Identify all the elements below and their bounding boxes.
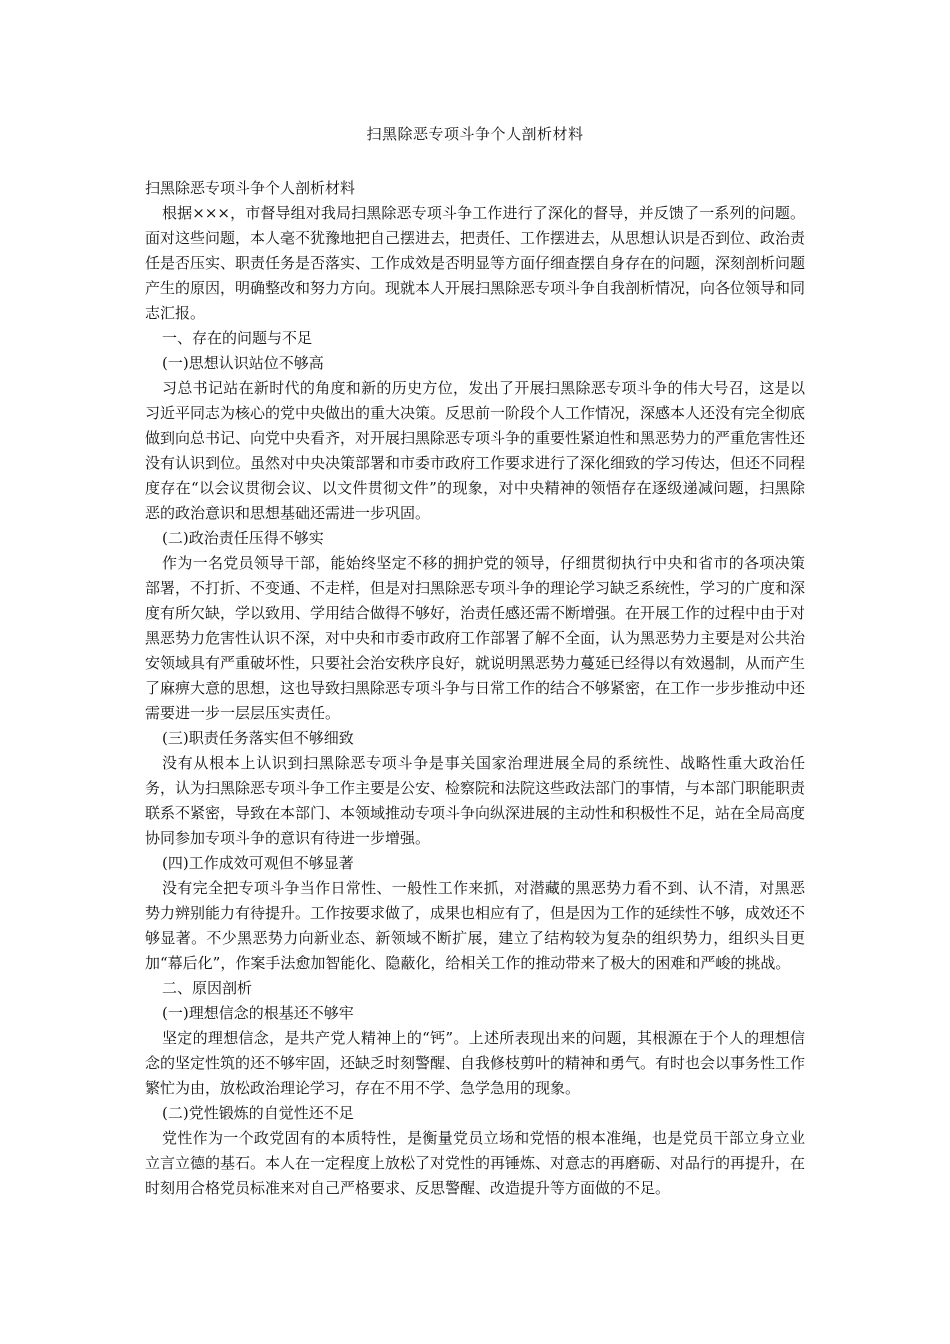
section-heading: (一)理想信念的根基还不够牢 [162,1004,354,1022]
body-paragraph: 坚定的理想信念，是共产党人精神上的“钙”。上述所表现出来的问题，其根源在于个人的理想信念的坚定性筑的还不够牢固，还缺乏时刻警醒、自我修枝剪叶的精神和勇气。有时也会以事务性工作繁忙为由，放松政治理论学习，存在不用不学、急学急用的现象。 [145,1029,806,1097]
section-heading: (三)职责任务落实但不够细致 [162,729,354,747]
body-paragraph: 习总书记站在新时代的角度和新的历史方位，发出了开展扫黑除恶专项斗争的伟大号召，这是以习近平同志为核心的党中央做出的重大决策。反思前一阶段个人工作情况，深感本人还没有完全彻底做到向总书记、向党中央看齐，对开展扫黑除恶专项斗争的重要性紧迫性和黑恶势力的严重危害性还没有认识到位。虽然对中央决策部署和市委市政府工作要求进行了深化细致的学习传达，但还不同程度存在“以会议贯彻会议、以文件贯彻文件”的现象，对中央精神的领悟存在逐级递减问题，扫黑除恶的政治意识和思想基础还需进一步巩固。 [145,379,806,522]
document-subtitle: 扫黑除恶专项斗争个人剖析材料 [145,179,356,197]
body-paragraph: 作为一名党员领导干部，能始终坚定不移的拥护党的领导，仔细贯彻执行中央和省市的各项决策部署，不打折、不变通、不走样，但是对扫黑除恶专项斗争的理论学习缺乏系统性，学习的广度和深度有所欠缺，学以致用、学用结合做得不够好，治责任感还需不断增强。在开展工作的过程中由于对黑恶势力危害性认识不深，对中央和市委市政府工作部署了解不全面，认为黑恶势力主要是对公共治安领域具有严重破坏性，只要社会治安秩序良好，就说明黑恶势力蔓延已经得以有效遏制，从而产生了麻痹大意的思想，这也导致扫黑除恶专项斗争与日常工作的结合不够紧密，在工作一步步推动中还需要进一步一层层压实责任。 [145,554,806,722]
body-paragraph: 根据×××，市督导组对我局扫黑除恶专项斗争工作进行了深化的督导，并反馈了一系列的问题。面对这些问题，本人毫不犹豫地把自己摆进去，把责任、工作摆进去，从思想认识是否到位、政治责任是否压实、职责任务是否落实、工作成效是否明显等方面仔细查摆自身存在的问题，深刻剖析问题产生的原因，明确整改和努力方向。现就本人开展扫黑除恶专项斗争自我剖析情况，向各位领导和同志汇报。 [145,204,806,322]
body-paragraph: 没有从根本上认识到扫黑除恶专项斗争是事关国家治理进展全局的系统性、战略性重大政治任务，认为扫黑除恶专项斗争工作主要是公安、检察院和法院这些政法部门的事情，与本部门职能职责联系不紧密，导致在本部门、本领域推动专项斗争向纵深进展的主动性和积极性不足，站在全局高度协同参加专项斗争的意识有待进一步增强。 [145,754,806,847]
section-heading: (二)政治责任压得不够实 [162,529,324,547]
section-heading: 一、存在的问题与不足 [162,329,313,347]
section-heading: 二、原因剖析 [162,979,253,997]
section-heading: (一)思想认识站位不够高 [162,354,324,372]
section-heading: (四)工作成效可观但不够显著 [162,854,354,872]
document-page [145,122,805,1201]
section-heading: (二)党性锻炼的自觉性还不足 [162,1104,354,1122]
body-paragraph: 党性作为一个政党固有的本质特性，是衡量党员立场和党悟的根本准绳，也是党员干部立身立业立言立德的基石。本人在一定程度上放松了对党性的再锤炼、对意志的再磨砺、对品行的再提升，在时刻用合格党员标准来对自己严格要求、反思警醒、改造提升等方面做的不足。 [145,1129,806,1197]
document-body [145,201,805,1201]
body-paragraph: 没有完全把专项斗争当作日常性、一般性工作来抓，对潜藏的黑恶势力看不到、认不清，对黑恶势力辨别能力有待提升。工作按要求做了，成果也相应有了，但是因为工作的延续性不够，成效还不够显著。不少黑恶势力向新业态、新领域不断扩展，建立了结构较为复杂的组织势力，组织头目更加“幕后化”，作案手法愈加智能化、隐蔽化，给相关工作的推动带来了极大的困难和严峻的挑战。 [145,879,806,972]
document-title: 扫黑除恶专项斗争个人剖析材料 [366,125,584,143]
